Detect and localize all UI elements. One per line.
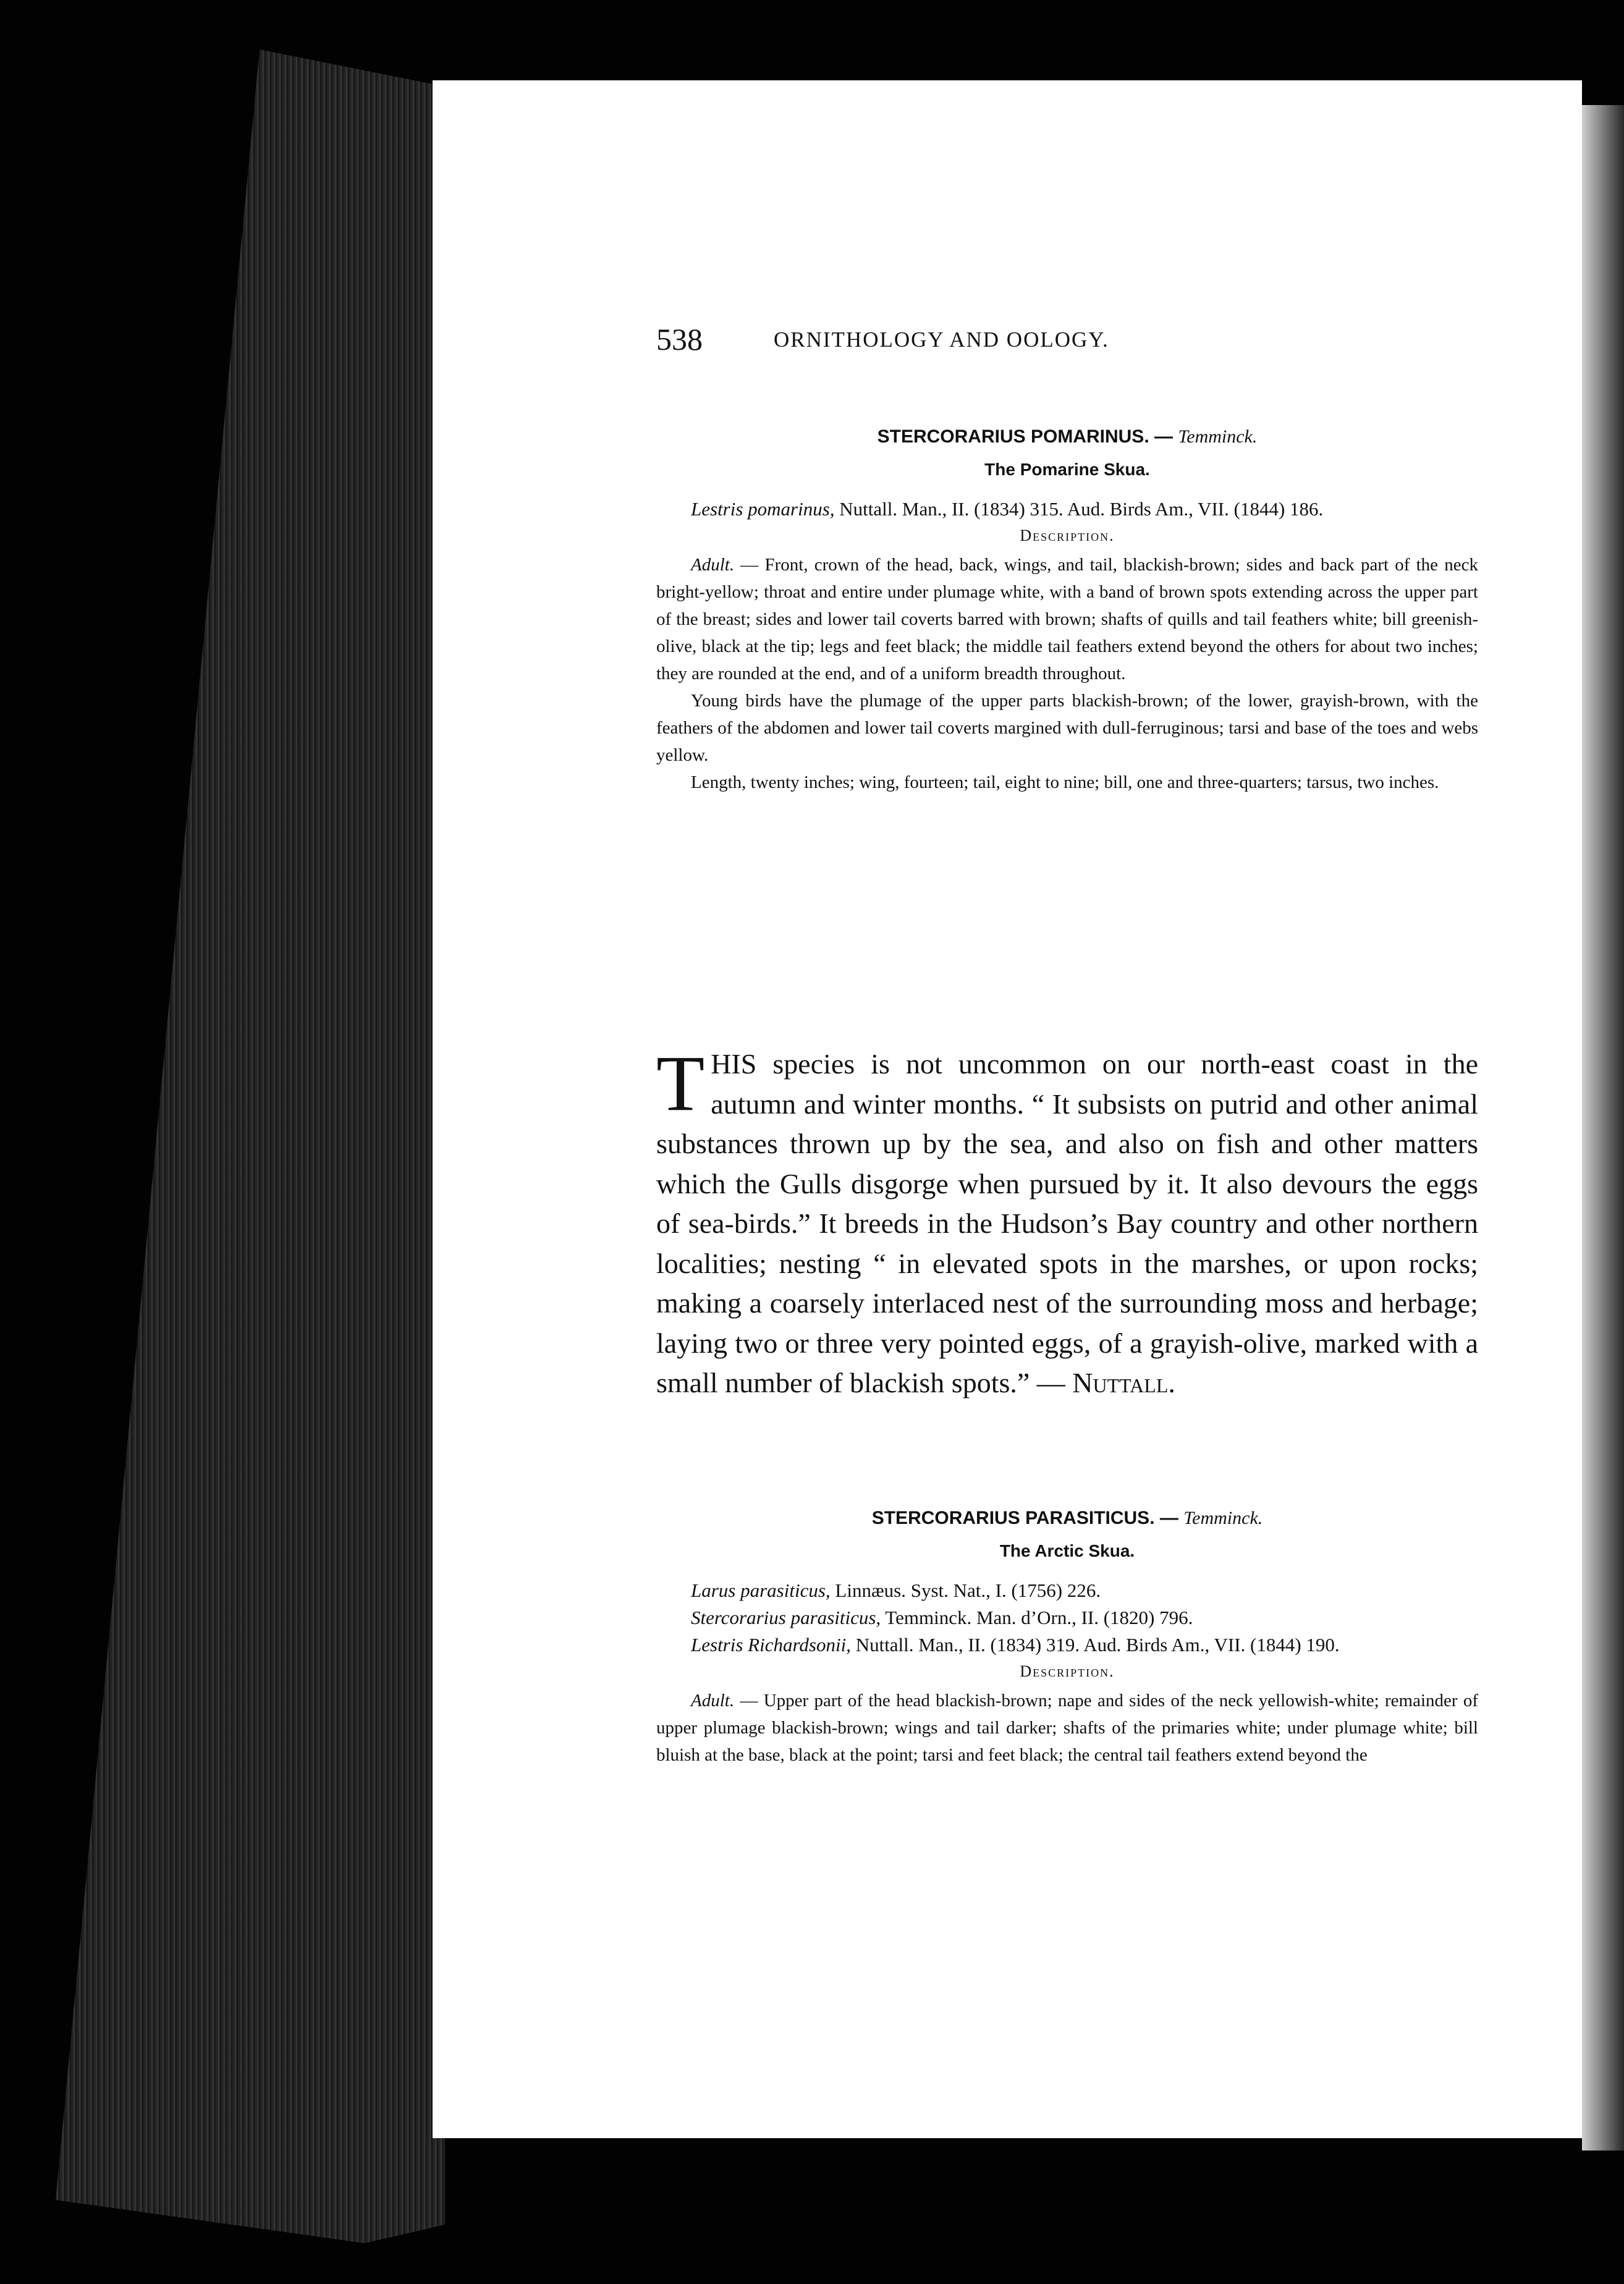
species-heading bbox=[656, 426, 1478, 447]
species-authority: Temminck. bbox=[1178, 426, 1258, 447]
synonym-entry: Stercorarius parasiticus, Temminck. Man. d’Orn., II. (1820) 796. bbox=[691, 1607, 1193, 1628]
main-narrative bbox=[656, 1039, 1478, 1403]
description-paragraph: Young birds have the plumage of the upper parts blackish-brown; of the lower, grayish-brown, with the feathers of the abdomen and lower tail coverts margined with dull-ferruginous; tarsi and base of the toes and webs yellow. bbox=[656, 691, 1478, 765]
description bbox=[656, 551, 1478, 796]
synonymy bbox=[656, 1577, 1478, 1659]
description bbox=[656, 1687, 1478, 1769]
species-entry-pomarine bbox=[656, 426, 1478, 796]
book-right-edge bbox=[1582, 105, 1624, 2151]
book-page bbox=[433, 80, 1582, 2138]
synonymy bbox=[656, 496, 1478, 523]
description-paragraph: Adult. — Front, crown of the head, back, wings, and tail, blackish-brown; sides and back part of the neck bright-yellow; throat and entire under plumage white, with a band of brown spots extending across the upper part of the breast; sides and lower tail coverts barred with brown; shafts of quills and tail feathers white; bill greenish-olive, black at the tip; legs and feet black; the middle tail feathers extend beyond the others for about two inches; they are rounded at the end, and of a uniform breadth throughout. bbox=[656, 555, 1478, 683]
species-name: STERCORARIUS POMARINUS. — bbox=[877, 426, 1173, 447]
description-paragraph: Adult. — Upper part of the head blackish-brown; nape and sides of the neck yellowish-white; remainder of upper plumage blackish-brown; wings and tail darker; shafts of the primaries white; under plumage white; bill bluish at the base, black at the point; tarsi and feet black; the central tail feathers extend beyond the bbox=[656, 1691, 1478, 1765]
species-authority: Temminck. bbox=[1183, 1508, 1263, 1528]
synonym-entry: Larus parasiticus, Linnæus. Syst. Nat., I. (1756) 226. bbox=[691, 1580, 1101, 1601]
synonym-entry: Lestris Richardsonii, Nuttall. Man., II. (1834) 319. Aud. Birds Am., VII. (1844) 190. bbox=[691, 1634, 1340, 1656]
quoted-author: Nuttall. bbox=[1072, 1367, 1175, 1398]
narrative-body: HIS species is not uncommon on our north-east coast in the autumn and winter months. “ It subsists on putrid and other animal substances thrown up by the sea, and also on fish and other matters which the Gulls disgorge when pursued by it. It also devours the eggs of sea-birds.” It breeds in the Hudson’s Bay country and other northern localities; nesting “ in elevated spots in the marshes, or upon rocks; making a coarsely interlaced nest of the surrounding moss and herbage; laying two or three very pointed eggs, of a grayish-olive, marked with a small number of blackish spots.” — bbox=[656, 1048, 1478, 1398]
running-head bbox=[656, 321, 1447, 365]
drop-cap: T bbox=[656, 1039, 705, 1127]
page-number: 538 bbox=[656, 322, 703, 357]
common-name: The Pomarine Skua. bbox=[984, 460, 1150, 479]
species-heading bbox=[656, 1508, 1478, 1529]
description-paragraph: Length, twenty inches; wing, fourteen; tail, eight to nine; bill, one and three-quarters; tarsus, two inches. bbox=[691, 772, 1439, 792]
common-name: The Arctic Skua. bbox=[999, 1541, 1135, 1560]
description-heading: Description. bbox=[1020, 527, 1115, 544]
synonym-entry: Lestris pomarinus, Nuttall. Man., II. (1834) 315. Aud. Birds Am., VII. (1844) 186. bbox=[691, 498, 1324, 520]
species-entry-arctic bbox=[656, 1508, 1478, 1769]
description-heading: Description. bbox=[1020, 1662, 1115, 1680]
running-title: ORNITHOLOGY AND OOLOGY. bbox=[774, 328, 1109, 352]
species-name: STERCORARIUS PARASITICUS. — bbox=[871, 1508, 1178, 1528]
